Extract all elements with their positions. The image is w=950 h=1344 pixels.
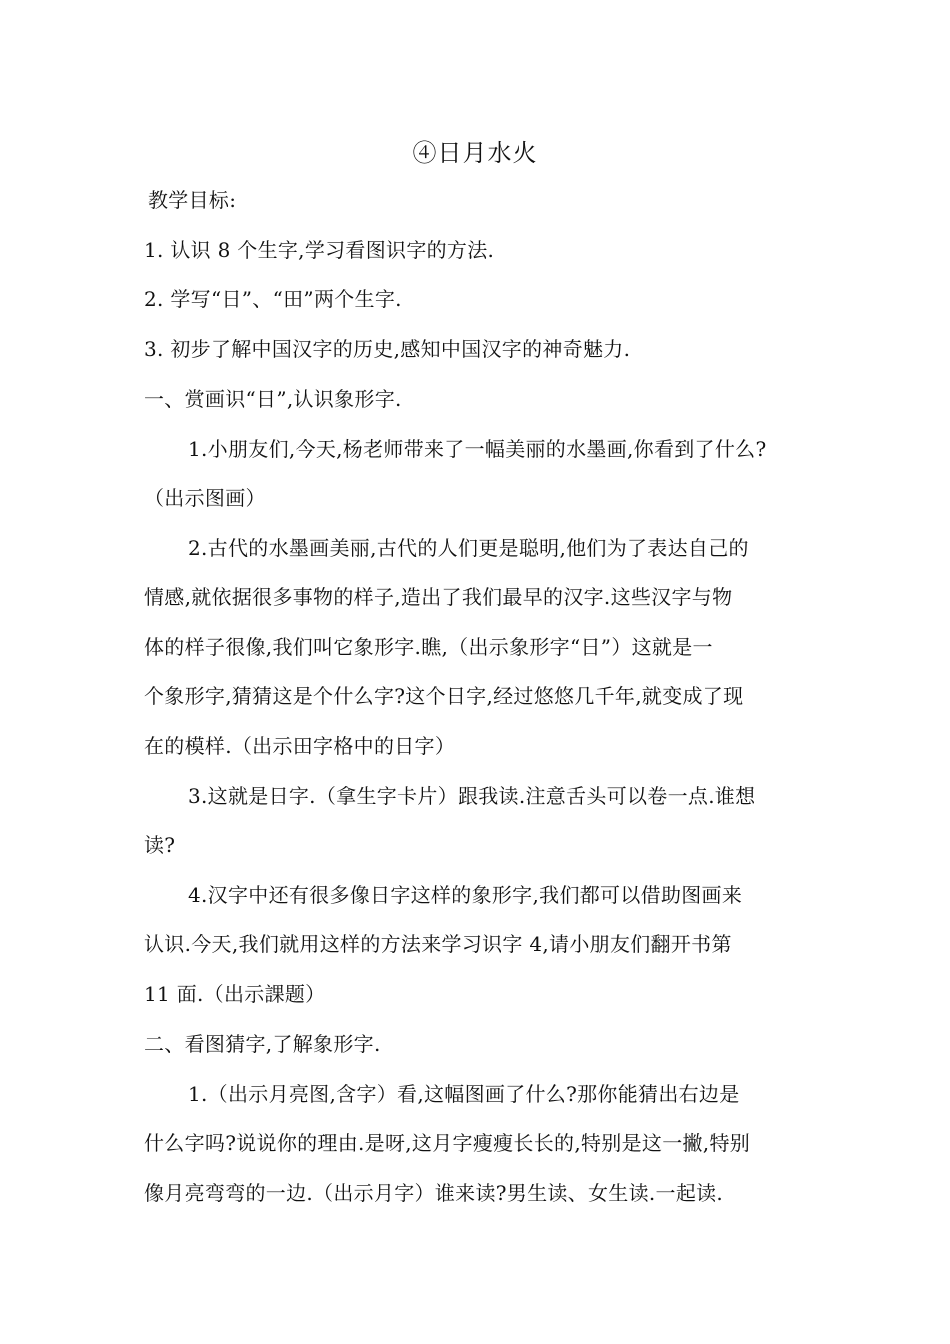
section-1-para-4-line-1: 4.汉字中还有很多像日字这样的象形字,我们都可以借助图画来 — [188, 883, 743, 907]
section-2-para-1-line-3: 像月亮弯弯的一边.（出示月字）谁来读?男生读、女生读.一起读. — [144, 1181, 724, 1205]
section-2-heading: 二、看图猜字,了解象形字. — [144, 1032, 381, 1056]
section-1-para-2-line-4: 个象形字,猜猜这是个什么字?这个日字,经过悠悠几千年,就变成了现 — [144, 684, 744, 708]
objective-2: 2. 学写“日”、“田”两个生字. — [144, 287, 402, 311]
section-1-para-3-line-2: 读? — [144, 833, 176, 857]
section-1-para-4-line-3: 11 面.（出示課题） — [144, 982, 326, 1006]
section-1-para-4-line-2: 认识.今天,我们就用这样的方法来学习识字 4,请小朋友们翻开书第 — [144, 932, 732, 956]
section-2-para-1-line-1: 1.（出示月亮图,含字）看,这幅图画了什么?那你能猜出右边是 — [188, 1082, 740, 1106]
section-1-para-1-line-1: 1.小朋友们,今天,杨老师带来了一幅美丽的水墨画,你看到了什么? — [188, 437, 767, 461]
section-1-heading: 一、赏画识“日”,认识象形字. — [144, 387, 402, 411]
section-1-para-2-line-5: 在的模样.（出示田字格中的日字） — [144, 734, 456, 758]
section-1-para-1-line-2: （出示图画） — [144, 486, 266, 510]
section-1-para-2-line-1: 2.古代的水墨画美丽,古代的人们更是聪明,他们为了表达自己的 — [188, 536, 749, 560]
objective-1: 1. 认识 8 个生字,学习看图识字的方法. — [144, 238, 495, 262]
section-1-para-2-line-2: 情感,就依据很多事物的样子,造出了我们最早的汉字.这些汉字与物 — [144, 585, 733, 609]
page-title: ④日月水火 — [412, 139, 538, 167]
objective-3: 3. 初步了解中国汉字的历史,感知中国汉字的神奇魅力. — [144, 337, 631, 361]
section-2-para-1-line-2: 什么字吗?说说你的理由.是呀,这月字瘦瘦长长的,特别是这一撇,特别 — [144, 1131, 751, 1155]
objectives-heading: 教学目标: — [148, 188, 237, 212]
section-1-para-3-line-1: 3.这就是日字.（拿生字卡片）跟我读.注意舌头可以卷一点.谁想 — [188, 784, 756, 808]
section-1-para-2-line-3: 体的样子很像,我们叫它象形字.瞧,（出示象形字“日”）这就是一 — [144, 635, 713, 659]
